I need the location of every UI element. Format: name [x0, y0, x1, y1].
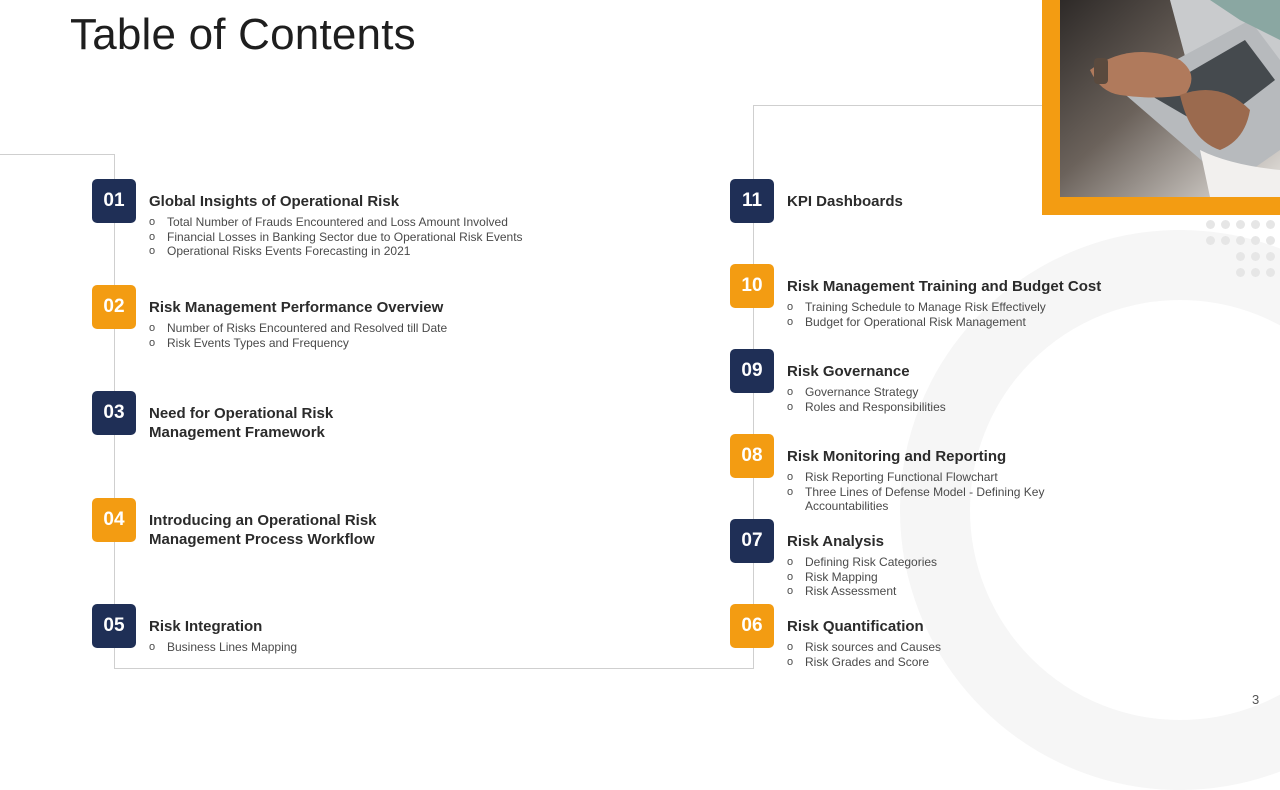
- section-heading-line: Need for Operational Risk: [149, 405, 334, 422]
- section-number-badge: 06: [730, 604, 774, 648]
- subtopic-list: [149, 640, 297, 655]
- decor-dot: [1236, 268, 1245, 277]
- section-number-badge: 07: [730, 519, 774, 563]
- decor-dot: [1266, 268, 1275, 277]
- subtopic-text: o Budget for Operational Risk Management: [805, 314, 1026, 329]
- page-number: 3: [1252, 692, 1260, 707]
- subtopic-text: o Three Lines of Defense Model - Defining Key: [805, 484, 1045, 499]
- subtopic-list: [787, 640, 941, 669]
- subtopic-item: [787, 385, 946, 400]
- subtopic-item: [787, 570, 937, 585]
- subtopic-text: o Risk sources and Causes: [805, 640, 942, 654]
- subtopic-list: [787, 300, 1046, 329]
- section-heading: KPI Dashboards: [787, 193, 903, 210]
- subtopic-text: o Total Number of Frauds Encountered and Loss Amount Involved: [167, 215, 508, 229]
- decor-dot: [1221, 220, 1230, 229]
- decor-dot: [1251, 268, 1260, 277]
- subtopic-item: [149, 640, 297, 655]
- subtopic-list: [149, 215, 523, 259]
- subtopic-text: o Risk Mapping: [805, 569, 878, 584]
- subtopic-text: o Roles and Responsibilities: [805, 399, 946, 414]
- section-heading: Risk Governance: [787, 363, 910, 380]
- subtopic-text: o Risk Reporting Functional Flowchart: [805, 470, 998, 484]
- laptop-typing-photo: [1060, 0, 1280, 197]
- subtopic-text: o Number of Risks Encountered and Resolved till Date: [167, 321, 448, 335]
- subtopic-text: o Business Lines Mapping: [167, 640, 298, 654]
- section-number-badge: 04: [92, 498, 136, 542]
- section-number-badge: 01: [92, 179, 136, 223]
- subtopic-item: [149, 321, 447, 336]
- subtopic-item: [149, 244, 523, 259]
- subtopic-item: [787, 485, 1044, 514]
- subtopic-text: o Risk Events Types and Frequency: [167, 335, 349, 350]
- page-title: Table of Contents: [70, 10, 416, 59]
- frame-bottom: [114, 668, 754, 669]
- decor-dot: [1251, 252, 1260, 261]
- decor-dot: [1251, 220, 1260, 229]
- decor-dot: [1266, 220, 1275, 229]
- laptop-illustration: [1060, 0, 1280, 197]
- subtopic-list: [787, 555, 937, 599]
- subtopic-text: Accountabilities: [805, 499, 889, 513]
- subtopic-item: [787, 470, 1044, 485]
- left-frame-top: [0, 154, 115, 155]
- section-heading-line: Management Framework: [149, 424, 325, 441]
- subtopic-item: [149, 336, 447, 351]
- section-number-badge: 05: [92, 604, 136, 648]
- decor-dot: [1236, 236, 1245, 245]
- subtopic-list: [149, 321, 447, 350]
- section-number-badge: 02: [92, 285, 136, 329]
- subtopic-text: o Risk Grades and Score: [805, 654, 930, 669]
- subtopic-item: [787, 584, 937, 599]
- subtopic-text: o Governance Strategy: [805, 385, 919, 399]
- decor-dot: [1221, 236, 1230, 245]
- decor-dot: [1206, 236, 1215, 245]
- section-number-badge: 03: [92, 391, 136, 435]
- right-frame-top: [753, 105, 1048, 106]
- section-heading: Risk Management Training and Budget Cost: [787, 278, 1102, 295]
- subtopic-item: [787, 315, 1046, 330]
- subtopic-text: o Operational Risks Events Forecasting in 2021: [167, 244, 411, 258]
- decor-dot: [1236, 252, 1245, 261]
- subtopic-item: [149, 215, 523, 230]
- section-heading: [149, 404, 333, 442]
- subtopic-item: [149, 230, 523, 245]
- subtopic-item: [787, 400, 946, 415]
- section-heading: [149, 511, 377, 549]
- subtopic-list: [787, 470, 1044, 514]
- section-heading: Risk Management Performance Overview: [149, 299, 444, 316]
- decor-dot: [1236, 220, 1245, 229]
- decor-dot: [1266, 252, 1275, 261]
- section-heading: Global Insights of Operational Risk: [149, 193, 400, 210]
- section-heading-line: Introducing an Operational Risk: [149, 512, 377, 529]
- section-heading: Risk Integration: [149, 618, 263, 635]
- section-heading: Risk Monitoring and Reporting: [787, 448, 1007, 465]
- subtopic-text: o Training Schedule to Manage Risk Effectively: [805, 300, 1046, 314]
- section-heading: Risk Quantification: [787, 618, 924, 635]
- section-number-badge: 09: [730, 349, 774, 393]
- section-number-badge: 10: [730, 264, 774, 308]
- subtopic-text: o Financial Losses in Banking Sector due to Operational Risk Events: [167, 229, 523, 244]
- subtopic-item: [787, 300, 1046, 315]
- subtopic-item: [787, 640, 941, 655]
- section-number-badge: 08: [730, 434, 774, 478]
- decor-dot: [1251, 236, 1260, 245]
- section-number-badge: 11: [730, 179, 774, 223]
- subtopic-list: [787, 385, 946, 414]
- subtopic-item: [787, 555, 937, 570]
- section-heading: Risk Analysis: [787, 533, 884, 550]
- subtopic-text: o Defining Risk Categories: [805, 555, 938, 569]
- decor-dot: [1266, 236, 1275, 245]
- section-heading-line: Management Process Workflow: [149, 531, 375, 548]
- decor-dot: [1206, 220, 1215, 229]
- subtopic-text: o Risk Assessment: [805, 584, 897, 598]
- subtopic-item: [787, 655, 941, 670]
